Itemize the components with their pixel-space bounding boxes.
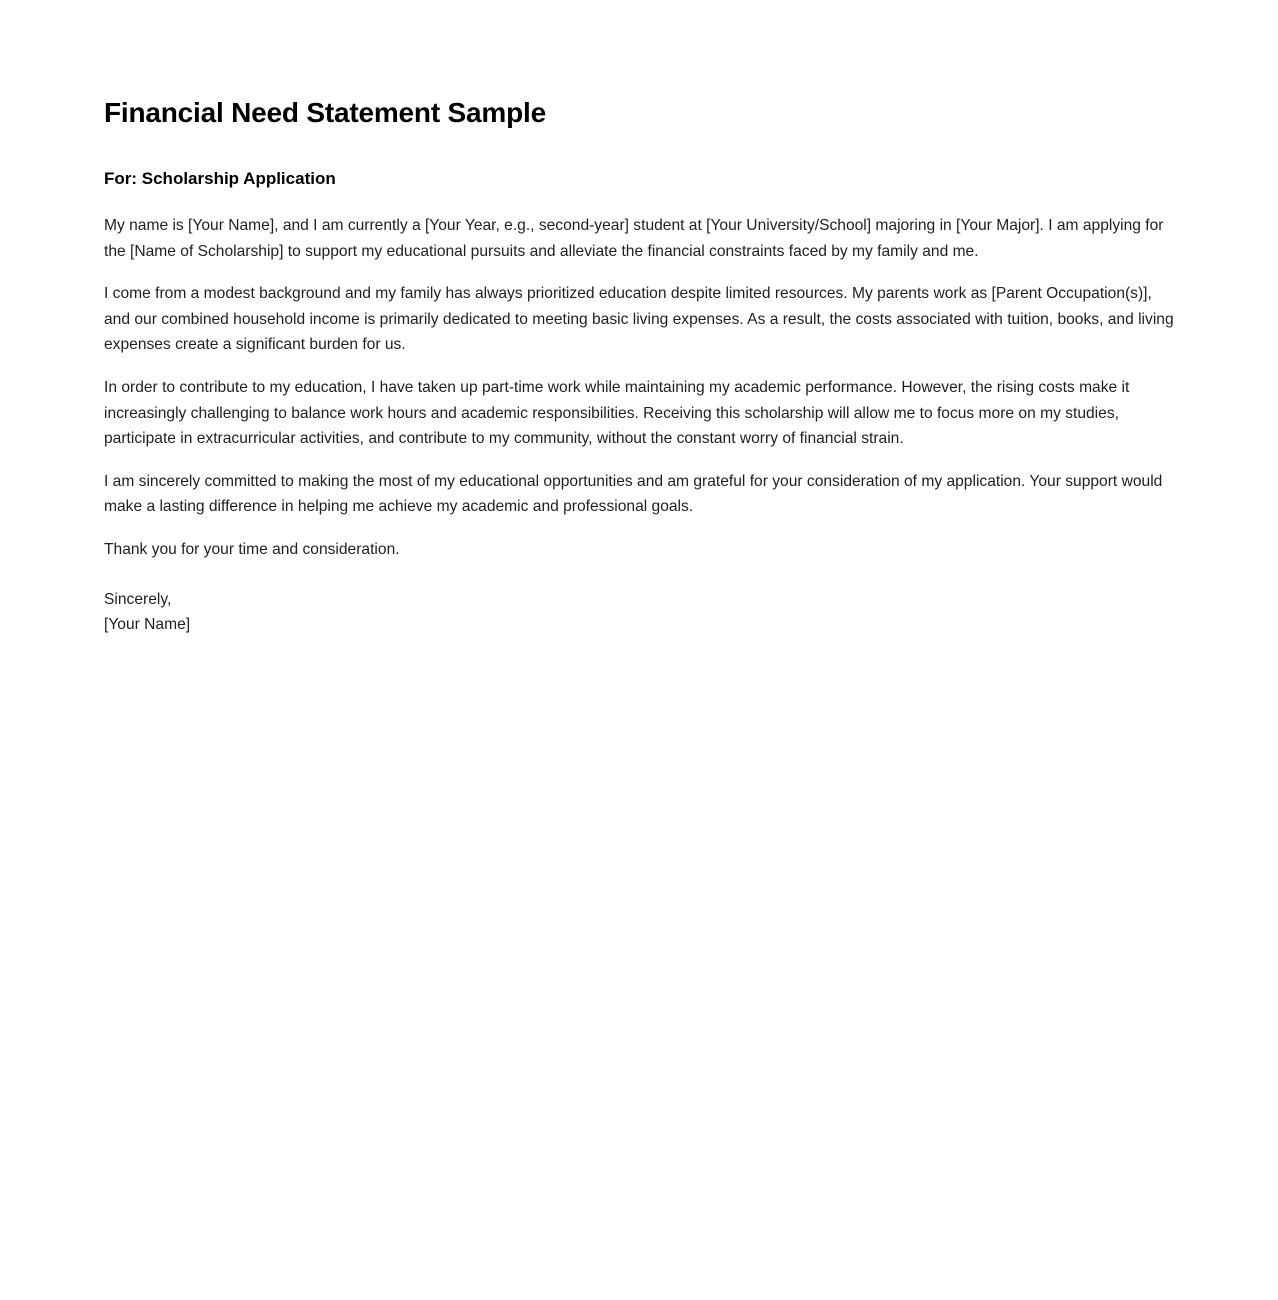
paragraph-background: I come from a modest background and my family has always prioritized education despite limited resources. My parents work as [Parent Occupation(s)], and our combined household income is primarily dedicated to meeting basic living expenses. As a result, the costs associated with tuition, books, and living expenses create a significant burden for us. xyxy=(104,285,1174,354)
paragraph-commitment: I am sincerely committed to making the most of my educational opportunities and am grateful for your consideration of my application. Your support would make a lasting difference in helping me achieve my academic and professional goals. xyxy=(104,472,1163,516)
sign-off-line: Sincerely, xyxy=(104,590,172,608)
paragraph-thanks: Thank you for your time and consideration. xyxy=(104,540,400,558)
page-title: Financial Need Statement Sample xyxy=(104,97,546,128)
signature-block xyxy=(104,587,1174,638)
paragraph-contribution: In order to contribute to my education, I have taken up part-time work while maintaining my academic performance. However, the rising costs make it increasingly challenging to balance work hours and academic responsibilities. Receiving this scholarship will allow me to focus more on my studies, participate in extracurricular activities, and contribute to my community, without the constant worry of financial strain. xyxy=(104,378,1130,448)
paragraph-intro: My name is [Your Name], and I am currently a [Your Year, e.g., second-year] student at [Your University/School] majoring in [Your Major]. I am applying for the [Name of Scholarship] to support my educational pursuits and alleviate the financial constraints faced by my family and me. xyxy=(104,217,1164,260)
signature-name: [Your Name] xyxy=(104,616,191,634)
document-body xyxy=(104,96,1174,638)
document-subtitle: For: Scholarship Application xyxy=(104,169,336,188)
